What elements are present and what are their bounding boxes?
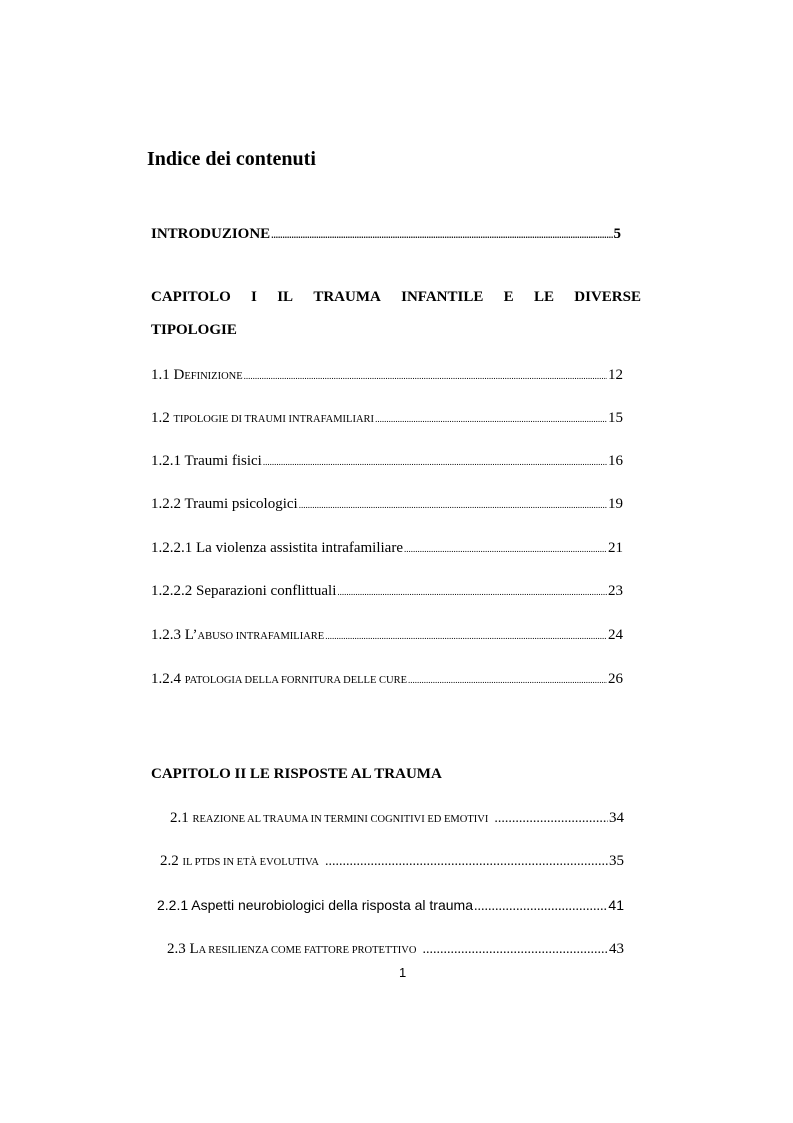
- toc-label: [157, 895, 473, 915]
- toc-entry-1-2-2[interactable]: [151, 494, 623, 515]
- dot-leader: [271, 225, 612, 245]
- heading-word: TRAUMA: [313, 289, 381, 305]
- toc-entry-1-2[interactable]: [151, 408, 623, 430]
- toc-label-text: Traumi fisici: [184, 453, 262, 469]
- heading-word: CAPITOLO: [151, 289, 231, 305]
- toc-label-text: Traumi psicologici: [184, 496, 298, 512]
- heading-word: I: [251, 289, 257, 305]
- toc-label-initial: L: [189, 941, 199, 957]
- dot-leader: [375, 409, 607, 429]
- toc-label: [151, 581, 336, 601]
- toc-page-number: 41: [608, 897, 624, 913]
- chapter-1-heading-line2: TIPOLOGIE: [151, 322, 237, 338]
- toc-label-text: EFINIZIONE: [184, 371, 243, 382]
- toc-label-text: A RESILIENZA COME FATTORE PROTETTIVO: [198, 945, 417, 956]
- toc-entry-1-2-2-2[interactable]: [151, 581, 623, 602]
- toc-label-text: REAZIONE AL TRAUMA IN TERMINI COGNITIVI ED EMOTIVI: [192, 814, 489, 825]
- toc-entry-1-2-2-1[interactable]: [151, 538, 623, 559]
- toc-page-number: 26: [608, 671, 623, 687]
- toc-page-number: 5: [613, 226, 621, 242]
- heading-word: E: [503, 289, 514, 305]
- toc-entry-introduzione[interactable]: [151, 224, 621, 245]
- toc-label: [170, 808, 488, 830]
- toc-label: [151, 669, 407, 691]
- toc-entry-2-2[interactable]: [160, 851, 624, 873]
- toc-label-text: Aspetti neurobiologici della risposta al trauma: [191, 897, 473, 913]
- toc-entry-1-2-4[interactable]: [151, 669, 623, 691]
- toc-page-number: 19: [608, 496, 623, 512]
- toc-entry-1-1[interactable]: [151, 365, 623, 387]
- toc-page-number: 16: [608, 453, 623, 469]
- toc-number: 1.2.2.1: [151, 540, 193, 556]
- toc-label: [167, 939, 416, 961]
- toc-page-number: 43: [609, 941, 624, 957]
- dot-leader: [408, 670, 607, 690]
- toc-label-text: TIPOLOGIE DI TRAUMI INTRAFAMILIARI: [173, 414, 375, 425]
- toc-page-number: 12: [608, 367, 623, 383]
- toc-label-text: Separazioni conflittuali: [196, 583, 337, 599]
- dot-leader: [325, 626, 607, 646]
- toc-label: [151, 408, 374, 430]
- dot-leader: [422, 940, 608, 960]
- dot-leader: [299, 495, 607, 515]
- chapter-1-heading[interactable]: [151, 289, 641, 306]
- toc-number: 1.2.3: [151, 627, 181, 643]
- dot-leader: [325, 852, 608, 872]
- toc-entry-1-2-1[interactable]: [151, 451, 623, 472]
- page-title: Indice dei contenuti: [147, 148, 316, 170]
- dot-leader: [244, 366, 607, 386]
- toc-page-number: 23: [608, 583, 623, 599]
- heading-word: LE: [533, 289, 554, 305]
- dot-leader: [337, 582, 607, 602]
- toc-label: [151, 494, 298, 514]
- toc-number: 1.2: [151, 410, 170, 426]
- toc-label-text: ABUSO INTRAFAMILIARE: [197, 631, 325, 642]
- heading-word: INFANTILE: [401, 289, 484, 305]
- footer-page-number: 1: [399, 965, 407, 980]
- toc-entry-2-2-1[interactable]: [157, 895, 624, 917]
- toc-label-text: IL PTDS IN ETÀ EVOLUTIVA: [182, 857, 319, 868]
- toc-number: 1.2.2.2: [151, 583, 193, 599]
- toc-number: 1.2.1: [151, 453, 181, 469]
- toc-label: [151, 625, 324, 647]
- toc-number: 2.3: [167, 941, 186, 957]
- toc-label: [151, 538, 403, 558]
- toc-label-text: PATOLOGIA DELLA FORNITURA DELLE CURE: [184, 675, 408, 686]
- dot-leader: [263, 452, 607, 472]
- toc-number: 2.2.1: [157, 897, 189, 913]
- toc-label: [160, 851, 319, 873]
- dot-leader: [404, 539, 607, 559]
- toc-page-number: 24: [608, 627, 623, 643]
- toc-number: 2.2: [160, 853, 179, 869]
- toc-page-number: 15: [608, 410, 623, 426]
- toc-page-number: 35: [609, 853, 624, 869]
- toc-page-number: 34: [609, 810, 624, 826]
- toc-label-initial: D: [173, 367, 185, 383]
- dot-leader: [494, 809, 608, 829]
- toc-label-initial: L’: [184, 627, 198, 643]
- toc-label: [151, 451, 262, 471]
- toc-label: [151, 365, 243, 387]
- heading-word: IL: [277, 289, 294, 305]
- toc-entry-2-3[interactable]: [167, 939, 624, 961]
- toc-number: 2.1: [170, 810, 189, 826]
- toc-label: INTRODUZIONE: [151, 226, 271, 242]
- toc-page-number: 21: [608, 540, 623, 556]
- toc-label-text: La violenza assistita intrafamiliare: [196, 540, 403, 556]
- chapter-2-heading[interactable]: CAPITOLO II LE RISPOSTE AL TRAUMA: [151, 766, 442, 782]
- toc-entry-1-2-3[interactable]: [151, 625, 623, 647]
- dot-leader: [474, 897, 607, 917]
- toc-number: 1.2.4: [151, 671, 181, 687]
- heading-word: DIVERSE: [574, 289, 641, 305]
- toc-entry-2-1[interactable]: [170, 808, 624, 830]
- toc-number: 1.1: [151, 367, 170, 383]
- toc-number: 1.2.2: [151, 496, 181, 512]
